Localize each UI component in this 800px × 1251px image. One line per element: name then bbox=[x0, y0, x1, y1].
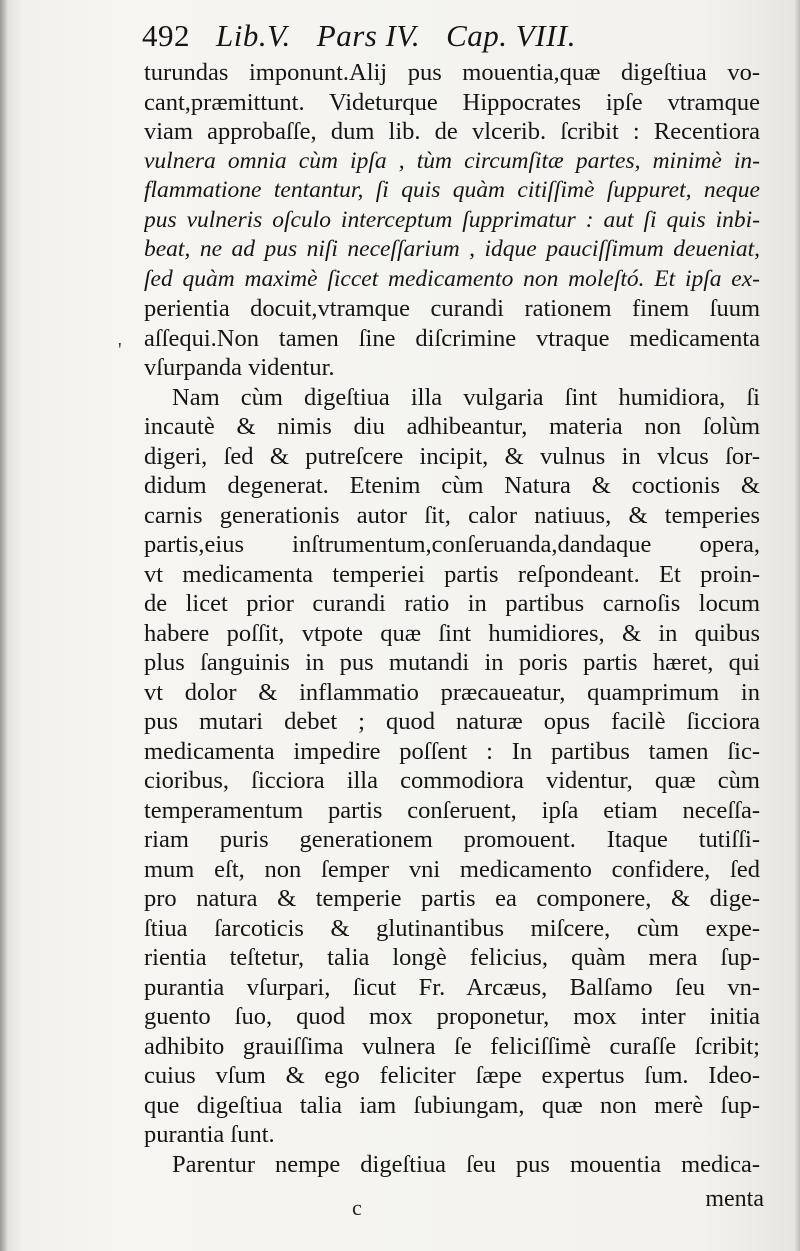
text-line: cant,præmittunt. Videturque Hippocrates ipſe vtramque bbox=[144, 88, 760, 116]
text-line: beat, ne ad pus niſi neceſſarium , idque pauciſſimum deueniat, bbox=[144, 236, 760, 262]
text-line: didum degenerat. Etenim cùm Natura & coctionis & bbox=[144, 472, 760, 499]
text-line: flammatione tentantur, ſi quis quàm citiſſimè ſuppuret, neque bbox=[144, 177, 760, 203]
text-line: pro natura & temperie partis ea componere, & dige- bbox=[144, 885, 760, 912]
text-line: rientia teſtetur, talia longè felicius, quàm mera ſup- bbox=[144, 944, 760, 971]
text-line: perientia docuit,vtramque curandi rationem finem ſuum bbox=[144, 295, 760, 322]
text-line: pus mutari debet ; quod naturæ opus facilè ſicciora bbox=[144, 708, 760, 735]
text-line: vt medicamenta temperiei partis reſpondeant. Et proin- bbox=[144, 560, 760, 588]
chapter-label: Cap. VIII. bbox=[446, 18, 576, 53]
text-line: cuius vſum & ego feliciter ſæpe expertus ſum. Ideo- bbox=[144, 1062, 760, 1089]
text-line: que digeſtiua talia iam ſubiungam, quæ non merè ſup- bbox=[144, 1091, 760, 1119]
text-line: cioribus, ſicciora illa commodiora videntur, quæ cùm bbox=[144, 767, 760, 794]
text-line: adhibito grauiſſima vulnera ſe feliciſſimè curaſſe ſcribit; bbox=[144, 1032, 760, 1060]
catchword: menta bbox=[705, 1186, 764, 1212]
text-line: temperamentum partis conſeruent, ipſa etiam neceſſa- bbox=[144, 796, 760, 824]
text-line: ſtiua ſarcoticis & glutinantibus miſcere, cùm expe- bbox=[144, 914, 760, 942]
part-label: Pars IV. bbox=[316, 18, 421, 53]
text-line: medicamenta impedire poſſent : In partibus tamen ſic- bbox=[144, 737, 760, 765]
running-head bbox=[142, 16, 682, 56]
signature-mark: c bbox=[352, 1195, 362, 1220]
text-line: carnis generationis autor ſit, calor natiuus, & temperies bbox=[144, 501, 760, 529]
text-line: vulnera omnia cùm ipſa , tùm circumſitæ partes, minimè in- bbox=[144, 147, 760, 174]
text-line: mum eſt, non ſemper vni medicamento confidere, ſed bbox=[144, 855, 760, 883]
text-line: habere poſſit, vtpote quæ ſint humidiores, & in quibus bbox=[144, 619, 760, 647]
body-text bbox=[144, 58, 760, 1179]
page-shadow-left bbox=[0, 0, 8, 1251]
text-line: incautè & nimis diu adhibeantur, materia non ſolùm bbox=[144, 413, 760, 440]
text-line: digeri, ſed & putreſcere incipit, & vulnus in vlcus ſor- bbox=[144, 442, 760, 470]
text-line: riam puris generationem promouent. Itaque tutiſſi- bbox=[144, 826, 760, 853]
page-shadow-right bbox=[794, 0, 800, 1251]
text-line: vt dolor & inflammatio præcaueatur, quamprimum in bbox=[144, 678, 760, 706]
text-line: partis,eius inſtrumentum,conſeruanda,dandaque opera, bbox=[144, 531, 760, 558]
text-line: aſſequi.Non tamen ſine diſcrimine vtraque medicamenta bbox=[144, 324, 760, 352]
page-number: 492 bbox=[142, 18, 190, 53]
text-line: viam approbaſſe, dum lib. de vlcerib. ſcribit : Recentiora bbox=[144, 118, 760, 145]
text-line: vſurpanda videntur. bbox=[144, 354, 335, 381]
text-line: ſed quàm maximè ſiccet medicamento non moleſtó. Et ipſa ex- bbox=[144, 265, 760, 292]
text-line: pus vulneris oſculo interceptum ſupprimatur : aut ſi quis inbi- bbox=[144, 206, 760, 233]
margin-mark: ' bbox=[118, 339, 122, 361]
text-line: Nam cùm digeſtiua illa vulgaria ſint humidiora, ſi bbox=[172, 383, 760, 411]
text-line: turundas imponunt.Alij pus mouentia,quæ digeſtiua vo- bbox=[144, 59, 760, 86]
text-line: plus ſanguinis in pus mutandi in poris partis hæret, qui bbox=[144, 649, 760, 676]
text-line: purantia ſunt. bbox=[144, 1121, 275, 1148]
text-line: guento ſuo, quod mox proponetur, mox inter initia bbox=[144, 1003, 760, 1030]
text-line: de licet prior curandi ratio in partibus carnoſis locum bbox=[144, 590, 760, 617]
book-label: Lib.V. bbox=[216, 18, 291, 53]
text-line: purantia vſurpari, ſicut Fr. Arcæus, Balſamo ſeu vn- bbox=[144, 973, 760, 1001]
text-line: Parentur nempe digeſtiua ſeu pus mouentia medica- bbox=[172, 1150, 760, 1178]
